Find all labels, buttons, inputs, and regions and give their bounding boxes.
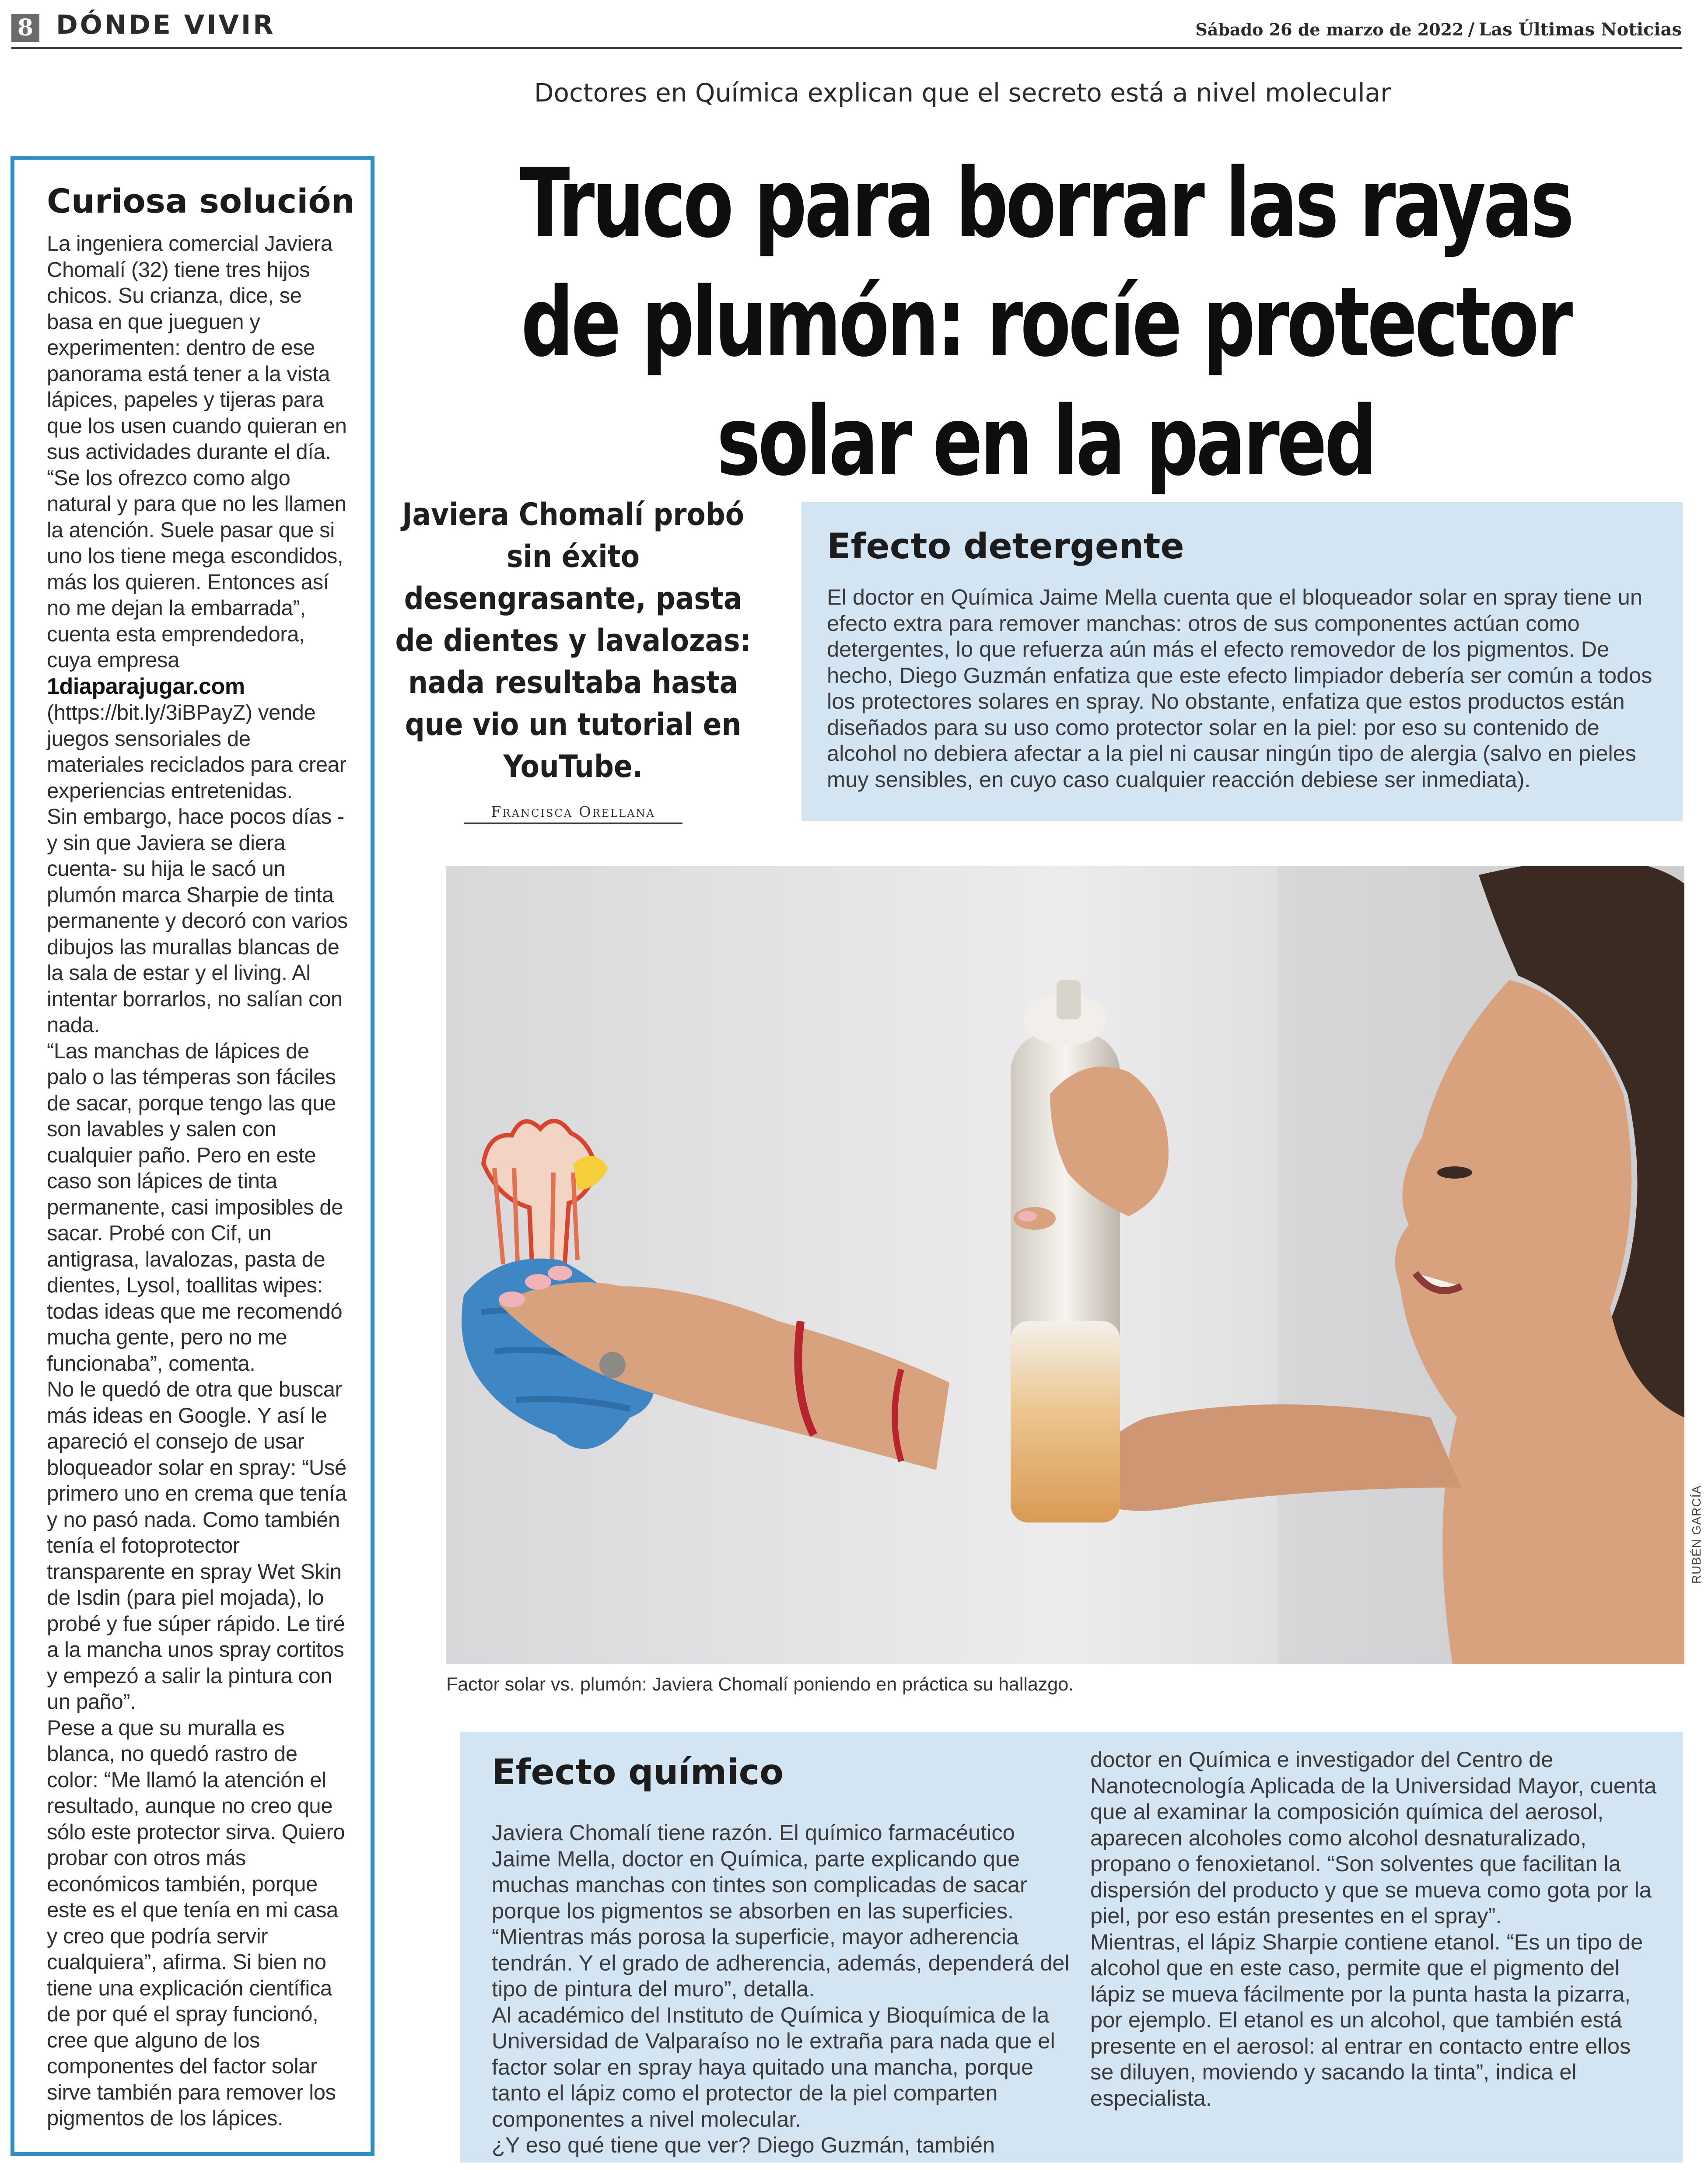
box-efecto-detergente <box>802 502 1683 821</box>
photo-caption: Factor solar vs. plumón: Javiera Chomalí poniendo en práctica su hallazgo. <box>446 1674 1074 1695</box>
sidebar-text-part1: La ingeniera comercial Javiera Chomalí (32) tiene tres hijos chicos. Su crianza, dice, se basa en que jueguen y experimenten: dentro de ese panorama está tener a la vista lápices, papeles y tijeras para que los usen cuando quieran en sus actividades durante el día. “Se los ofrezco como algo natural y para que no les llamen la atención. Suele pasar que si uno los tiene mega escondidos, más los quieren. Entonces así no me dejan la embarrada”, cuenta esta emprendedora, cuya empresa <box>47 232 347 672</box>
deck: Javiera Chomalí probó sin éxito desengrasante, pasta de dientes y lavalozas: nada resultaba hasta que vio un tutorial en YouTube. <box>395 497 751 784</box>
sidebar-text-part2: (https://bit.ly/3iBPayZ) vende juegos sensoriales de materiales reciclados para crear experiencias entretenidas. Sin embargo, hace pocos días -y sin que Javiera se diera cuenta- su hija le sacó un plumón marca Sharpie de tinta permanente y decoró con varios dibujos las murallas blancas de la sala de estar y el living. Al intentar borrarlos, no salían con nada. “Las manchas de lápices de palo o las témperas son fáciles de sacar, porque tengo las que son lavables y salen con cualquier paño. Pero en este caso son lápices de tinta permanente, casi imposibles de sacar. Probé con Cif, un antigrasa, lavalozas, pasta de dientes, Lysol, toallitas wipes: todas ideas que me recomendó mucha gente, pero no me funcionaba”, comenta. No le quedó de otra que buscar más ideas en Google. Y así le apareció el consejo de usar bloqueador solar en spray: “Usé primero uno en crema que tenía y no pasó nada. Como también tenía el fotoprotector transparente en spray Wet Skin de Isdin (para piel mojada), lo probé y fue súper rápido. Le tiré a la mancha unos spray cortitos y empezó a salir la pintura con un paño”. Pese a que su muralla es blanca, no quedó rastro de color: “Me llamó la atención el resultado, aunque no creo que sólo este protector sirva. Quiero probar con otros más económicos también, porque este es el que tenía en mi casa y creo que podría servir cualquiera”, afirma. Si bien no tiene una explicación científica de por qué el spray funcionó, cree que alguno de los componentes del factor solar sirve también para remover los pigmentos de los lápices. <box>47 701 348 2130</box>
header-divider <box>11 47 1682 49</box>
eye <box>1437 1166 1472 1179</box>
dateline <box>1195 19 1682 40</box>
box-text-quimico-right: doctor en Química e investigador del Centro de Nanotecnología Aplicada de la Universidad Mayor, cuenta que al examinar la composición química del aerosol, aparecen alcoholes como alcohol desnaturalizado, propano o fenoxietanol. “Son solventes que facilitan la dispersión del producto y que se mueva como gota por la piel, por eso están presentes en el spray”. Mientras, el lápiz Sharpie contiene etanol. “Es un tipo de alcohol que en este caso, permite que el pigmento del lápiz se mueva fácilmente por la punta hasta la pizarra, por ejemplo. El etanol es un alcohol, que también está presente en el aerosol: al entrar en contacto entre ellos se diluyen, moviendo y sacando la tinta”, indica el especialista. <box>1090 1747 1657 2110</box>
issue-date: Sábado 26 de marzo de 2022 <box>1195 20 1464 39</box>
box-text-detergente: El doctor en Química Jaime Mella cuenta que el bloqueador solar en spray tiene un efecto extra para remover manchas: otros de sus componentes actúan como detergentes, lo que refuerza aún más el efecto removedor de los pigmentos. De hecho, Diego Guzmán enfatiza que este efecto limpiador debería ser común a todos los protectores solares en spray. No obstante, enfatiza que estos productos están diseñados para su uso como protector solar en la piel: por eso su contenido de alcohol no debiera afectar a la piel ni causar ningún tipo de alergia (salvo en pieles muy sensibles, en cuyo caso cualquier reacción debiese ser inmediata). <box>827 584 1652 792</box>
ring <box>599 1352 626 1378</box>
dateline-separator: / <box>1468 19 1475 40</box>
publication-name: Las Últimas Noticias <box>1479 19 1682 40</box>
kicker: Doctores en Química explican que el secreto está a nivel molecular <box>534 78 1391 108</box>
sidebar-box <box>10 156 374 2156</box>
box-efecto-quimico <box>460 1732 1683 2163</box>
box-quimico-left-column <box>492 1752 1074 2158</box>
page-number: 8 <box>11 14 39 42</box>
spray-can <box>1011 980 1120 1522</box>
headline: Truco para borrar las rayas de plumón: rocíe protector solar en la pared <box>519 148 1572 497</box>
photo-credit: RUBÉN GARCÍA <box>1690 1485 1703 1584</box>
byline: Francisca Orellana <box>464 803 682 824</box>
photo-illustration <box>446 866 1684 1664</box>
section-label: DÓNDE VIVIR <box>56 10 276 40</box>
company-link[interactable]: 1diaparajugar.com <box>47 673 245 699</box>
box-text-quimico-left: Javiera Chomalí tiene razón. El químico farmacéutico Jaime Mella, doctor en Química, parte explicando que muchas manchas con tintes son complicadas de sacar porque los pigmentos se absorben en las superficies. “Mientras más porosa la superficie, mayor adherencia tendrán. Y el grado de adherencia, además, dependerá del tipo de pintura del muro”, detalla. Al académico del Instituto de Química y Bioquímica de la Universidad de Valparaíso no le extraña para nada que el factor solar en spray haya quitado una mancha, porque tanto el lápiz como el protector de la piel comparten componentes a nivel molecular. ¿Y eso qué tiene que ver? Diego Guzmán, también <box>492 1820 1070 2157</box>
box-title-quimico: Efecto químico <box>492 1752 784 1792</box>
box-quimico-right-column <box>1090 1746 1659 2111</box>
box-title-detergente: Efecto detergente <box>827 526 1184 567</box>
sidebar-body <box>47 231 350 2132</box>
sidebar-title: Curiosa solución <box>47 182 355 220</box>
article-photo <box>446 866 1684 1664</box>
